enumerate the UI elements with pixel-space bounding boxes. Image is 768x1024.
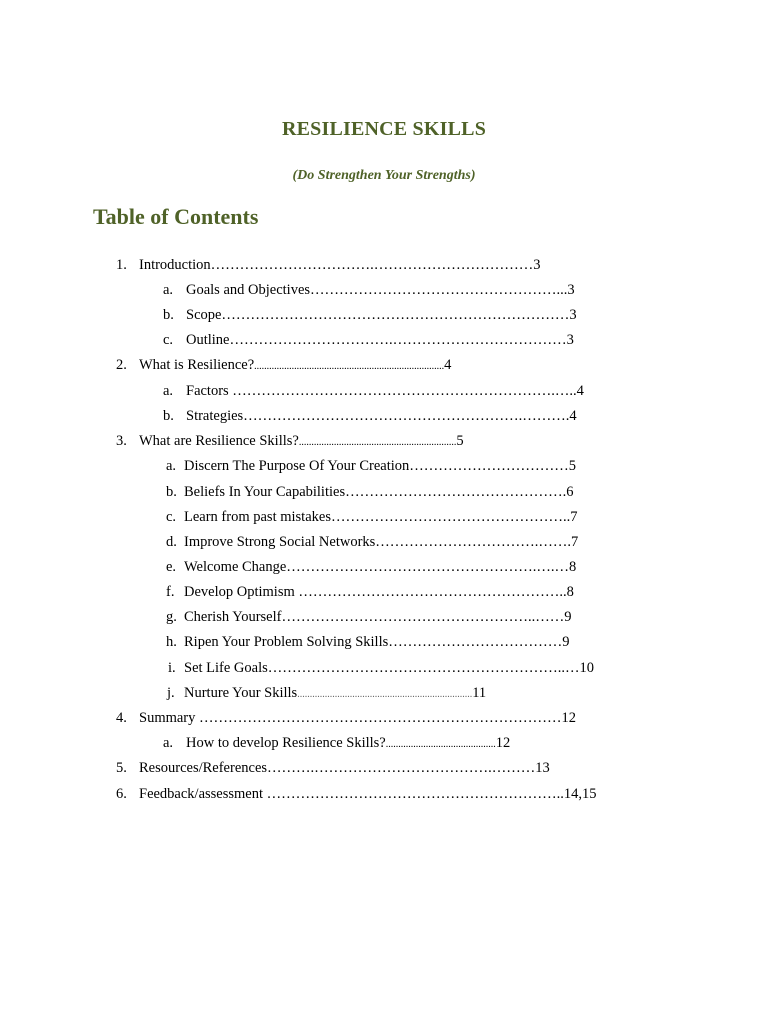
toc-entry-text: Outline…………………………….………………………………3	[186, 332, 574, 348]
toc-entry-number: 1.	[116, 257, 127, 273]
toc-entry-text: Resources/References……….……………………………….………13	[139, 760, 550, 776]
document-title: RESILIENCE SKILLS	[281, 118, 487, 140]
toc-entry-letter: b.	[166, 484, 177, 500]
toc-entry-text: Discern The Purpose Of Your Creation……………………………5	[184, 458, 577, 474]
toc-leader-dots: ......................................................................	[297, 689, 473, 700]
toc-entry-text-group	[139, 432, 464, 452]
toc-entry-text: Set Life Goals……………………………………………………..…10	[184, 660, 595, 676]
toc-entry-letter: c.	[163, 332, 174, 348]
toc-entry-text-group	[184, 684, 486, 704]
toc-entry-letter: j.	[167, 685, 175, 701]
toc-page-number: 5	[456, 433, 464, 449]
toc-entry-text: Ripen Your Problem Solving Skills………………………………9	[184, 634, 570, 650]
toc-entry-letter: c.	[166, 509, 177, 525]
document-subtitle: (Do Strengthen Your Strengths)	[292, 168, 476, 183]
toc-leader-dots: ...............................................................	[298, 437, 457, 448]
toc-entry-letter: h.	[166, 634, 177, 650]
toc-leader-dots: ............................................	[385, 739, 496, 750]
toc-leader-dots: ............................................................................	[254, 361, 445, 372]
toc-entry-letter: e.	[166, 559, 177, 575]
toc-entry-text-group	[139, 356, 451, 376]
toc-entry-letter: b.	[163, 307, 174, 323]
toc-entry-text: Beliefs In Your Capabilities……………………………………….6	[184, 484, 574, 500]
toc-entry-text: Improve Strong Social Networks…………………………….…….7	[184, 534, 579, 550]
toc-entry-letter: d.	[166, 534, 177, 550]
toc-entry-text: Introduction…………………………….……………………………3	[139, 257, 541, 273]
toc-entry-number: 4.	[116, 710, 127, 726]
toc-entry-text: Scope………………………………………………………………3	[186, 307, 577, 323]
toc-entry-number: 3.	[116, 433, 127, 449]
toc-entry-text: Nurture Your Skills	[184, 685, 298, 701]
toc-entry-text: Factors ………………………………………………………….…..4	[186, 383, 584, 399]
toc-entry-text: What are Resilience Skills?	[139, 433, 299, 449]
toc-entry-letter: f.	[166, 584, 175, 600]
toc-entry-text: Cherish Yourself……………………………………………..……9	[184, 609, 572, 625]
toc-entry-text: Learn from past mistakes…………………………………………..7	[184, 509, 578, 525]
toc-entry-letter: a.	[166, 458, 177, 474]
toc-entry-text: Goals and Objectives……………………………………………...3	[186, 282, 575, 298]
toc-page-number: 11	[472, 685, 487, 701]
toc-entry-letter: a.	[163, 383, 174, 399]
toc-page-number: 4	[444, 357, 452, 373]
toc-page-number: 12	[495, 735, 511, 751]
toc-entry-text-group	[186, 734, 510, 754]
toc-entry-number: 5.	[116, 760, 127, 776]
toc-entry-text: Feedback/assessment ……………………………………………………..14,15	[139, 786, 597, 802]
toc-entry-text: Welcome Change…………………………………………….….…8	[184, 559, 577, 575]
toc-heading: Table of Contents	[93, 204, 259, 229]
toc-entry-letter: a.	[163, 735, 174, 751]
toc-entry-letter: b.	[163, 408, 174, 424]
toc-entry-text: What is Resilience?	[139, 357, 255, 373]
toc-entry-text: How to develop Resilience Skills?	[186, 735, 386, 751]
toc-entry-letter: i.	[168, 660, 176, 676]
toc-entry-number: 2.	[116, 357, 127, 373]
toc-entry-letter: a.	[163, 282, 174, 298]
toc-entry-text: Develop Optimism ………………………………………………..8	[184, 584, 574, 600]
toc-entry-letter: g.	[166, 609, 177, 625]
toc-entry-text: Summary …………………………………………………………………12	[139, 710, 577, 726]
toc-entry-number: 6.	[116, 786, 127, 802]
toc-entry-text: Strategies………………………………………………….……….4	[186, 408, 577, 424]
